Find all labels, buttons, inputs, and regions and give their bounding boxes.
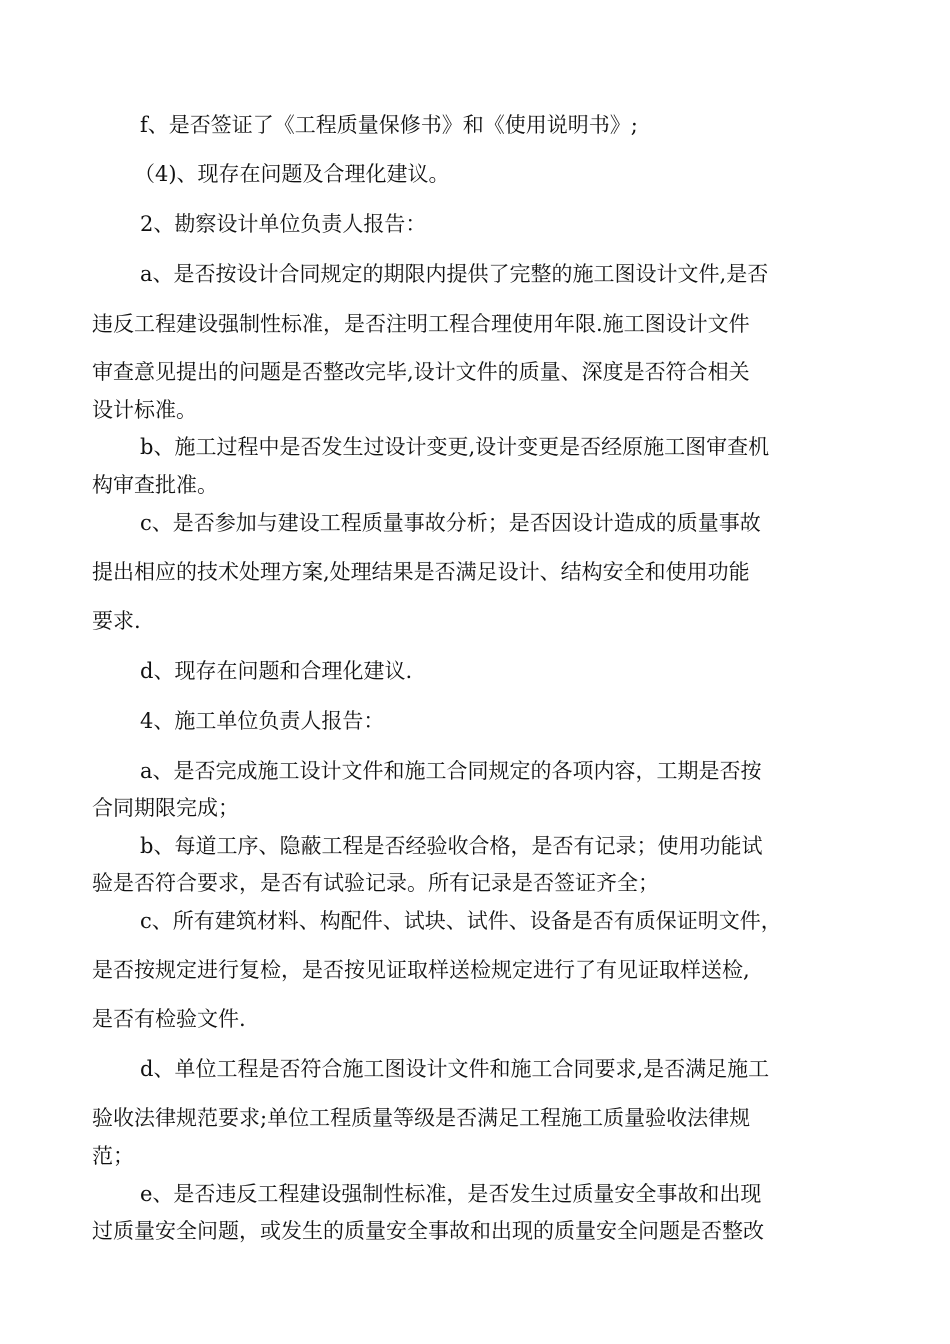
text-line: 设计标准。 [92,398,197,422]
text-line: 2、勘察设计单位负责人报告： [140,212,427,236]
text-line: a、是否按设计合同规定的期限内提供了完整的施工图设计文件,是否 [140,262,769,286]
text-line: （4)、现存在问题及合理化建议。 [134,162,450,186]
text-line: f、是否签证了《工程质量保修书》和《使用说明书》; [140,113,638,137]
text-line: 审查意见提出的问题是否整改完毕,设计文件的质量、深度是否符合相关 [92,360,750,384]
text-line: b、每道工序、隐蔽工程是否经验收合格，是否有记录；使用功能试 [140,834,763,858]
text-line: c、是否参加与建设工程质量事故分析；是否因设计造成的质量事故 [140,511,761,535]
text-line: b、施工过程中是否发生过设计变更,设计变更是否经原施工图审查机 [140,435,770,459]
text-line: 合同期限完成； [92,796,239,820]
text-line: 是否有检验文件. [92,1007,246,1031]
text-line: e、是否违反工程建设强制性标准，是否发生过质量安全事故和出现 [140,1182,762,1206]
text-line: 验是否符合要求，是否有试验记录。所有记录是否签证齐全； [92,871,659,895]
text-line: 验收法律规范要求;单位工程质量等级是否满足工程施工质量验收法律规 [92,1106,751,1130]
text-line: 违反工程建设强制性标准，是否注明工程合理使用年限.施工图设计文件 [92,312,750,336]
text-line: 范； [92,1144,134,1168]
text-line: 是否按规定进行复检，是否按见证取样送检规定进行了有见证取样送检, [92,958,750,982]
text-line: 提出相应的技术处理方案,处理结果是否满足设计、结构安全和使用功能 [92,560,750,584]
text-line: 要求. [92,609,141,633]
text-line: d、现存在问题和合理化建议. [140,659,413,683]
text-line: 4、施工单位负责人报告： [140,709,385,733]
text-line: 构审查批准。 [92,473,218,497]
text-line: 过质量安全问题，或发生的质量安全事故和出现的质量安全问题是否整改 [92,1219,764,1243]
text-line: d、单位工程是否符合施工图设计文件和施工合同要求,是否满足施工 [140,1057,770,1081]
text-line: c、所有建筑材料、构配件、试块、试件、设备是否有质保证明文件， [140,909,782,933]
text-line: a、是否完成施工设计文件和施工合同规定的各项内容，工期是否按 [140,759,762,783]
